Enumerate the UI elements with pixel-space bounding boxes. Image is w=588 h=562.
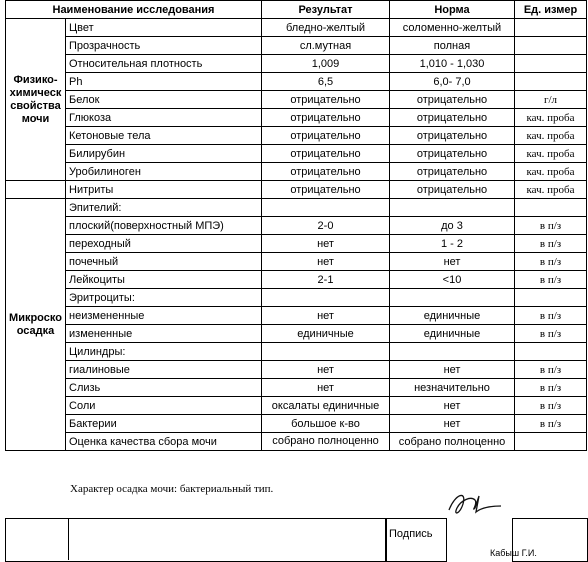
test-result: отрицательно bbox=[262, 127, 390, 145]
test-result: бледно-желтый bbox=[262, 19, 390, 37]
test-norm: отрицательно bbox=[390, 181, 515, 199]
table-row bbox=[6, 19, 587, 37]
test-name: Нитриты bbox=[66, 181, 262, 199]
test-result: сл.мутная bbox=[262, 37, 390, 55]
test-result: отрицательно bbox=[262, 145, 390, 163]
test-result bbox=[262, 289, 390, 307]
table-row bbox=[6, 271, 587, 289]
test-result: единичные bbox=[262, 325, 390, 343]
test-name: неизмененные bbox=[66, 307, 262, 325]
test-unit bbox=[515, 199, 587, 217]
test-name: Оценка качества сбора мочи bbox=[66, 433, 262, 451]
test-result: собрано полноценно bbox=[262, 433, 390, 451]
test-name: Слизь bbox=[66, 379, 262, 397]
test-unit: кач. проба bbox=[515, 181, 587, 199]
test-result: отрицательно bbox=[262, 181, 390, 199]
results-table bbox=[5, 0, 587, 451]
test-norm: 1 - 2 bbox=[390, 235, 515, 253]
test-norm: отрицательно bbox=[390, 127, 515, 145]
test-norm: нет bbox=[390, 415, 515, 433]
header-result: Результат bbox=[262, 1, 390, 19]
test-name: Лейкоциты bbox=[66, 271, 262, 289]
sediment-note: Характер осадка мочи: бактериальный тип. bbox=[70, 483, 274, 495]
test-name: Белок bbox=[66, 91, 262, 109]
test-name: Прозрачность bbox=[66, 37, 262, 55]
table-row bbox=[6, 217, 587, 235]
signature-label: Подпись bbox=[389, 528, 433, 540]
group-micro: Микроско осадка bbox=[6, 199, 66, 451]
test-name: плоский(поверхностный МПЭ) bbox=[66, 217, 262, 235]
test-name: Бактерии bbox=[66, 415, 262, 433]
table-row bbox=[6, 91, 587, 109]
table-row bbox=[6, 307, 587, 325]
test-norm: отрицательно bbox=[390, 109, 515, 127]
test-norm: единичные bbox=[390, 325, 515, 343]
table-row bbox=[6, 109, 587, 127]
test-norm bbox=[390, 343, 515, 361]
test-unit: в п/з bbox=[515, 235, 587, 253]
test-name: Эпителий: bbox=[66, 199, 262, 217]
test-norm: 1,010 - 1,030 bbox=[390, 55, 515, 73]
test-unit: в п/з bbox=[515, 271, 587, 289]
test-norm bbox=[390, 199, 515, 217]
test-result: оксалаты единичные bbox=[262, 397, 390, 415]
table-row bbox=[6, 397, 587, 415]
test-norm: до 3 bbox=[390, 217, 515, 235]
test-unit: в п/з bbox=[515, 253, 587, 271]
test-unit: в п/з bbox=[515, 361, 587, 379]
test-result bbox=[262, 343, 390, 361]
test-unit: г/л bbox=[515, 91, 587, 109]
table-row bbox=[6, 145, 587, 163]
test-norm bbox=[390, 289, 515, 307]
test-result: отрицательно bbox=[262, 109, 390, 127]
test-unit: кач. проба bbox=[515, 127, 587, 145]
table-row bbox=[6, 127, 587, 145]
test-unit bbox=[515, 37, 587, 55]
signature-name: Кабыш Г.И. bbox=[490, 548, 537, 558]
table-row bbox=[6, 181, 587, 199]
test-unit bbox=[515, 289, 587, 307]
test-unit: кач. проба bbox=[515, 109, 587, 127]
test-name: Цвет bbox=[66, 19, 262, 37]
table-row bbox=[6, 235, 587, 253]
test-name: переходный bbox=[66, 235, 262, 253]
test-norm: собрано полноценно bbox=[390, 433, 515, 451]
test-result: нет bbox=[262, 361, 390, 379]
test-result: отрицательно bbox=[262, 91, 390, 109]
table-row bbox=[6, 163, 587, 181]
test-norm: соломенно-желтый bbox=[390, 19, 515, 37]
test-unit: кач. проба bbox=[515, 145, 587, 163]
test-name: Билирубин bbox=[66, 145, 262, 163]
test-unit bbox=[515, 55, 587, 73]
signature-label-box bbox=[385, 518, 447, 562]
test-norm: нет bbox=[390, 397, 515, 415]
test-result: нет bbox=[262, 235, 390, 253]
table-row bbox=[6, 289, 587, 307]
table-row bbox=[6, 73, 587, 91]
table-row bbox=[6, 37, 587, 55]
test-norm: полная bbox=[390, 37, 515, 55]
header-norm: Норма bbox=[390, 1, 515, 19]
test-name: Эритроциты: bbox=[66, 289, 262, 307]
handwritten-signature bbox=[445, 486, 505, 524]
group-empty bbox=[6, 181, 66, 199]
table-row bbox=[6, 415, 587, 433]
test-unit bbox=[515, 343, 587, 361]
test-result: нет bbox=[262, 379, 390, 397]
test-norm: незначительно bbox=[390, 379, 515, 397]
table-row bbox=[6, 253, 587, 271]
test-unit bbox=[515, 73, 587, 91]
test-unit: кач. проба bbox=[515, 163, 587, 181]
test-norm: единичные bbox=[390, 307, 515, 325]
test-norm: нет bbox=[390, 361, 515, 379]
group-physchem: Физико-химическ свойства мочи bbox=[6, 19, 66, 181]
test-name: гиалиновые bbox=[66, 361, 262, 379]
test-name: почечный bbox=[66, 253, 262, 271]
test-result: нет bbox=[262, 253, 390, 271]
test-unit: в п/з bbox=[515, 397, 587, 415]
header-unit: Ед. измер bbox=[515, 1, 587, 19]
table-row bbox=[6, 199, 587, 217]
test-result: большое к-во bbox=[262, 415, 390, 433]
test-name: Ph bbox=[66, 73, 262, 91]
table-row bbox=[6, 379, 587, 397]
test-unit bbox=[515, 19, 587, 37]
table-row bbox=[6, 343, 587, 361]
test-norm: 6,0- 7,0 bbox=[390, 73, 515, 91]
test-name: Соли bbox=[66, 397, 262, 415]
test-result: 1,009 bbox=[262, 55, 390, 73]
header-name: Наименование исследования bbox=[6, 1, 262, 19]
test-unit bbox=[515, 433, 587, 451]
test-name: Глюкоза bbox=[66, 109, 262, 127]
test-unit: в п/з bbox=[515, 307, 587, 325]
table-row bbox=[6, 55, 587, 73]
table-row bbox=[6, 361, 587, 379]
test-result: 2-0 bbox=[262, 217, 390, 235]
test-result bbox=[262, 199, 390, 217]
test-unit: в п/з bbox=[515, 379, 587, 397]
test-name: Относительная плотность bbox=[66, 55, 262, 73]
table-row bbox=[6, 433, 587, 451]
test-unit: в п/з bbox=[515, 217, 587, 235]
test-name: измененные bbox=[66, 325, 262, 343]
test-name: Уробилиноген bbox=[66, 163, 262, 181]
test-result: 6,5 bbox=[262, 73, 390, 91]
test-name: Цилиндры: bbox=[66, 343, 262, 361]
test-norm: нет bbox=[390, 253, 515, 271]
test-unit: в п/з bbox=[515, 325, 587, 343]
test-norm: <10 bbox=[390, 271, 515, 289]
test-name: Кетоновые тела bbox=[66, 127, 262, 145]
signature-left-box bbox=[5, 518, 387, 562]
table-row bbox=[6, 325, 587, 343]
signature-divider bbox=[68, 518, 69, 560]
test-norm: отрицательно bbox=[390, 145, 515, 163]
test-norm: отрицательно bbox=[390, 91, 515, 109]
test-unit: в п/з bbox=[515, 415, 587, 433]
test-result: 2-1 bbox=[262, 271, 390, 289]
test-result: отрицательно bbox=[262, 163, 390, 181]
test-result: нет bbox=[262, 307, 390, 325]
table-header bbox=[6, 1, 587, 19]
test-norm: отрицательно bbox=[390, 163, 515, 181]
